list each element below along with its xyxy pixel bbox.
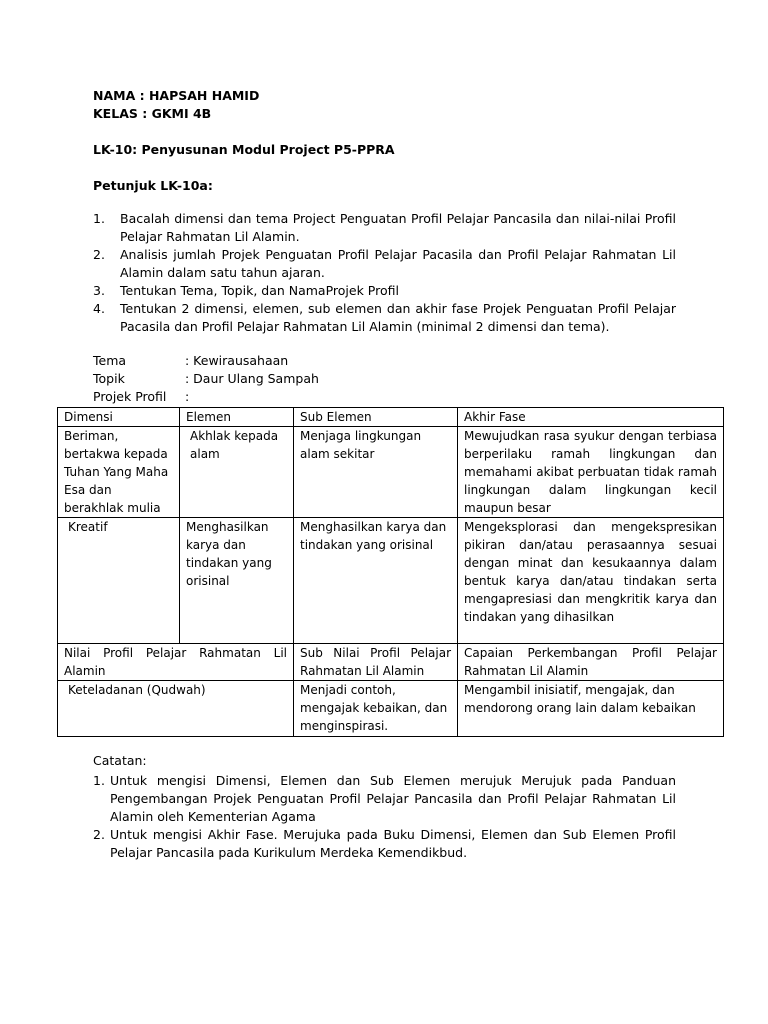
table-row xyxy=(58,427,724,518)
student-class: KELAS : GKMI 4B xyxy=(93,106,212,121)
header-capaian: Capaian Perkembangan Profil Pelajar Rahmatan Lil Alamin xyxy=(458,644,724,681)
note-text: Untuk mengisi Dimensi, Elemen dan Sub Elemen merujuk Merujuk pada Panduan Pengembangan Projek Penguatan Profil Pelajar Pancasila dan Profil Pelajar Rahmatan Lil Alamin oleh Kementerian Agama xyxy=(110,773,676,824)
note-number: 1. xyxy=(93,773,105,788)
table-row xyxy=(58,681,724,737)
table-header-row xyxy=(58,408,724,427)
note-number: 2. xyxy=(93,827,105,842)
note-item xyxy=(93,826,676,862)
instruction-text: Bacalah dimensi dan tema Project Penguatan Profil Pelajar Pancasila dan nilai-nilai Profil Pelajar Rahmatan Lil Alamin. xyxy=(120,211,676,244)
instruction-number: 1. xyxy=(93,211,105,226)
tema-row xyxy=(93,352,319,370)
instructions-heading: Petunjuk LK-10a: xyxy=(93,178,213,193)
instruction-item xyxy=(93,246,676,282)
notes-section xyxy=(93,752,676,862)
note-text: Untuk mengisi Akhir Fase. Merujuka pada Buku Dimensi, Elemen dan Sub Elemen Profil Pelajar Pancasila pada Kurikulum Merdeka Kemendikbud. xyxy=(110,827,676,860)
instruction-list xyxy=(93,210,676,336)
cell-akhir-fase: Mewujudkan rasa syukur dengan terbiasa berperilaku ramah lingkungan dan memahami akibat perbuatan tidak ramah lingkungan dalam lingkungan kecil maupun besar xyxy=(458,427,724,518)
instruction-number: 2. xyxy=(93,247,105,262)
cell-dimensi: Kreatif xyxy=(58,518,180,644)
worksheet-title: LK-10: Penyusunan Modul Project P5-PPRA xyxy=(93,142,395,157)
tema-label: Tema xyxy=(93,353,127,368)
header-elemen: Elemen xyxy=(180,408,294,427)
cell-sub-elemen: Menghasilkan karya dan tindakan yang orisinal xyxy=(294,518,458,644)
header-akhir-fase: Akhir Fase xyxy=(458,408,724,427)
projek-row xyxy=(93,388,319,406)
project-meta xyxy=(93,352,319,406)
instruction-number: 4. xyxy=(93,301,105,316)
instruction-text: Analisis jumlah Projek Penguatan Profil Pelajar Pacasila dan Profil Pelajar Rahmatan Lil Alamin dalam satu tahun ajaran. xyxy=(120,247,676,280)
cell-nilai: Keteladanan (Qudwah) xyxy=(58,681,294,737)
notes-list xyxy=(93,772,676,862)
cell-elemen: Menghasilkan karya dan tindakan yang orisinal xyxy=(180,518,294,644)
cell-elemen: Akhlak kepada alam xyxy=(180,427,294,518)
header-dimensi: Dimensi xyxy=(58,408,180,427)
projek-value: : xyxy=(185,389,190,404)
instruction-text: Tentukan 2 dimensi, elemen, sub elemen dan akhir fase Projek Penguatan Profil Pelajar Pacasila dan Profil Pelajar Rahmatan Lil Alamin (minimal 2 dimensi dan tema). xyxy=(120,301,676,334)
instruction-item xyxy=(93,300,676,336)
cell-sub-elemen: Menjaga lingkungan alam sekitar xyxy=(294,427,458,518)
header-nilai: Nilai Profil Pelajar Rahmatan Lil Alamin xyxy=(58,644,294,681)
topik-label: Topik xyxy=(93,371,125,386)
projek-label: Projek Profil xyxy=(93,389,167,404)
cell-akhir-fase: Mengeksplorasi dan mengekspresikan pikiran dan/atau perasaannya sesuai dengan minat dan kesukaannya dalam bentuk karya dan/atau tindakan serta mengapresiasi dan mengkritik karya dan tindakan yang dihasilkan xyxy=(458,518,724,644)
header-sub-elemen: Sub Elemen xyxy=(294,408,458,427)
instruction-item xyxy=(93,282,676,300)
instruction-item xyxy=(93,210,676,246)
notes-title: Catatan: xyxy=(93,753,147,768)
cell-sub-nilai: Menjadi contoh, mengajak kebaikan, dan menginspirasi. xyxy=(294,681,458,737)
instruction-text: Tentukan Tema, Topik, dan NamaProjek Profil xyxy=(120,283,399,298)
topik-value: : Daur Ulang Sampah xyxy=(185,371,319,386)
table-header-row-2 xyxy=(58,644,724,681)
cell-dimensi: Beriman, bertakwa kepada Tuhan Yang Maha Esa dan berakhlak mulia xyxy=(58,427,180,518)
cell-capaian: Mengambil inisiatif, mengajak, dan mendorong orang lain dalam kebaikan xyxy=(458,681,724,737)
topik-row xyxy=(93,370,319,388)
student-name: NAMA : HAPSAH HAMID xyxy=(93,88,260,103)
module-table xyxy=(57,407,724,737)
tema-value: : Kewirausahaan xyxy=(185,353,289,368)
instruction-number: 3. xyxy=(93,283,105,298)
header-sub-nilai: Sub Nilai Profil Pelajar Rahmatan Lil Alamin xyxy=(294,644,458,681)
note-item xyxy=(93,772,676,826)
table-row xyxy=(58,518,724,644)
